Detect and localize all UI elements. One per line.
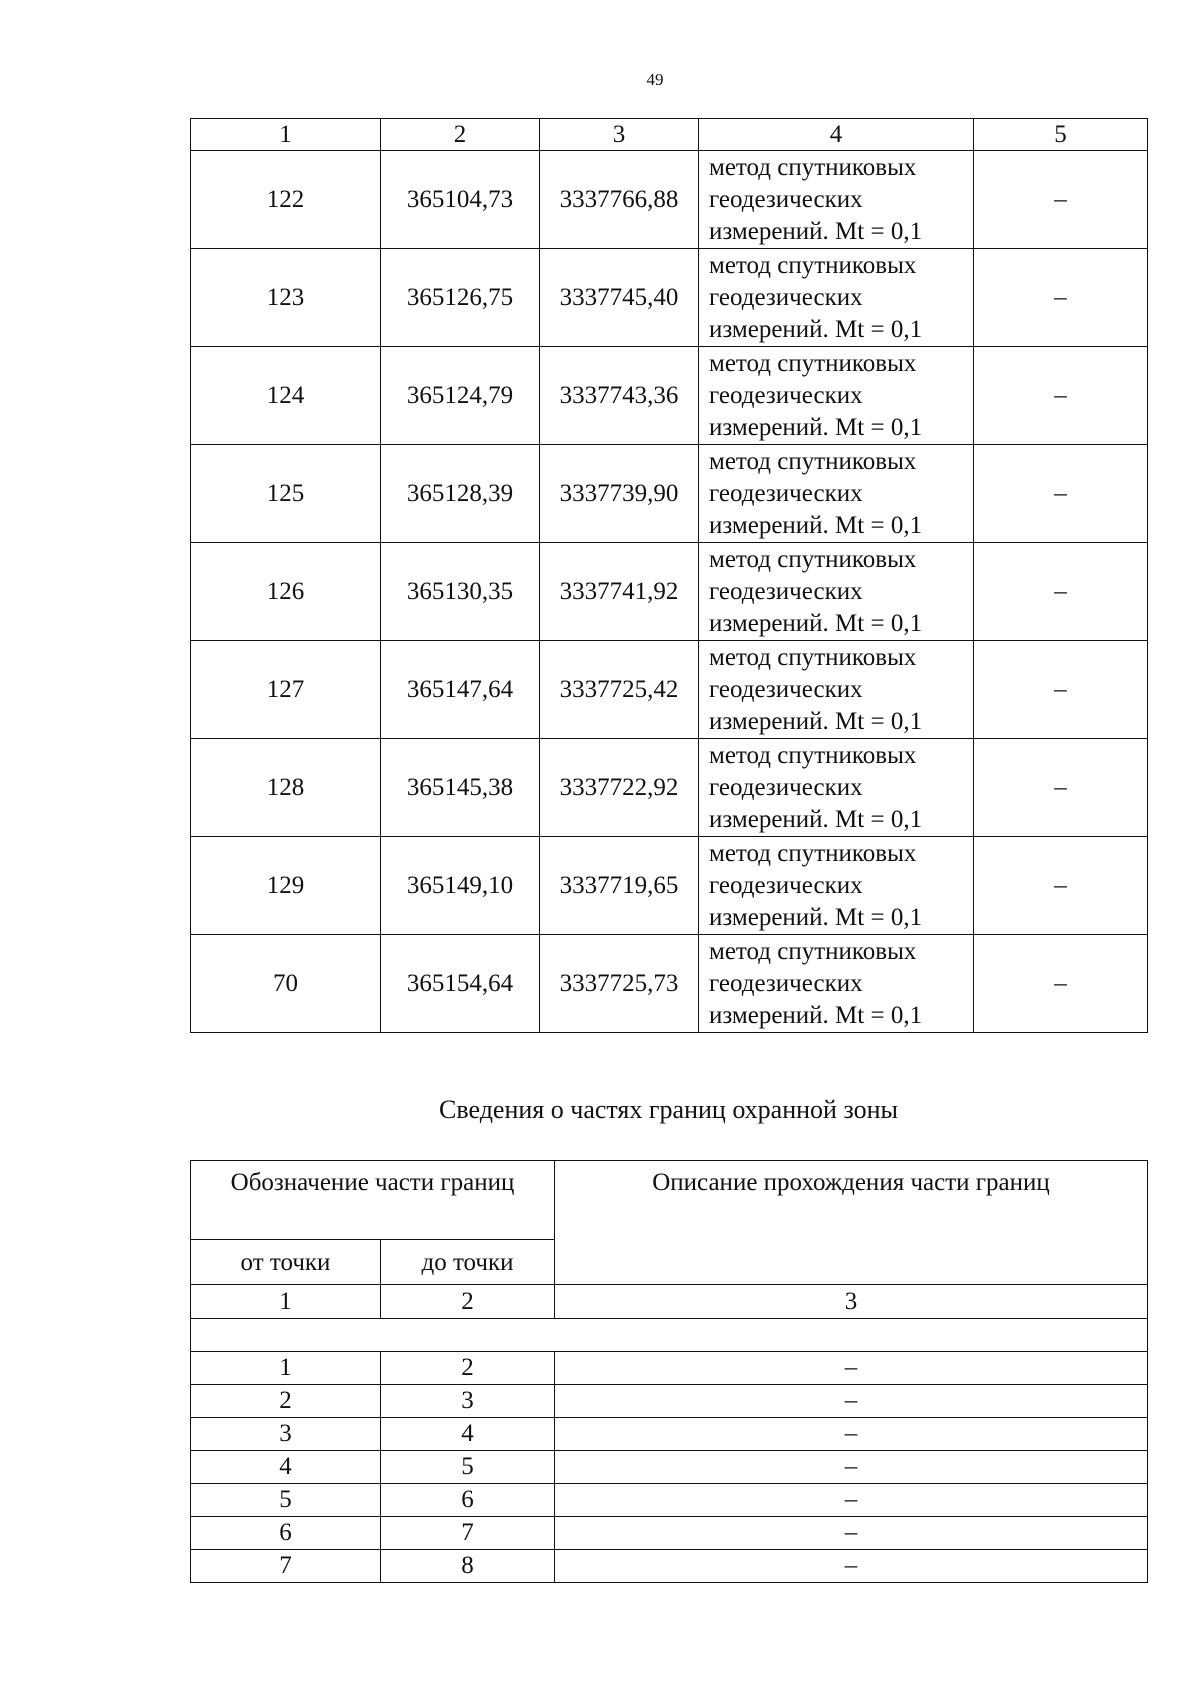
method-line: метод спутниковых <box>709 545 917 573</box>
note-cell: – <box>974 151 1148 249</box>
method-line: измерений. Mt = 0,1 <box>709 903 923 931</box>
description-cell: – <box>555 1550 1148 1583</box>
designation-header: Обозначение части границ <box>191 1161 555 1240</box>
column-number-row <box>191 1285 1148 1319</box>
column-number: 2 <box>381 1285 555 1319</box>
from-point-cell: 7 <box>191 1550 381 1583</box>
point-cell: 122 <box>191 151 381 249</box>
method-line: метод спутниковых <box>709 153 917 181</box>
method-line: геодезических <box>709 871 863 899</box>
point-cell: 128 <box>191 739 381 837</box>
method-line: геодезических <box>709 675 863 703</box>
to-point-cell: 6 <box>381 1484 555 1517</box>
method-line: измерений. Mt = 0,1 <box>709 413 923 441</box>
method-line: измерений. Mt = 0,1 <box>709 609 923 637</box>
table-row <box>191 1550 1148 1583</box>
description-cell: – <box>555 1385 1148 1418</box>
column-number: 3 <box>555 1285 1148 1319</box>
method-line: метод спутниковых <box>709 251 917 279</box>
note-cell: – <box>974 837 1148 935</box>
from-point-header: от точки <box>191 1240 381 1285</box>
boundary-parts-table <box>190 1284 1148 1583</box>
note-cell: – <box>974 641 1148 739</box>
method-cell <box>699 641 974 739</box>
method-line: геодезических <box>709 283 863 311</box>
note-cell: – <box>974 347 1148 445</box>
empty-row <box>191 1319 1148 1352</box>
from-point-cell: 5 <box>191 1484 381 1517</box>
method-line: геодезических <box>709 577 863 605</box>
table-row <box>191 1517 1148 1550</box>
x-coordinate-cell: 365147,64 <box>381 641 540 739</box>
table-row <box>191 1385 1148 1418</box>
note-cell: – <box>974 935 1148 1033</box>
to-point-cell: 3 <box>381 1385 555 1418</box>
method-cell <box>699 151 974 249</box>
column-header: 2 <box>381 119 540 151</box>
y-coordinate-cell: 3337741,92 <box>540 543 699 641</box>
y-coordinate-cell: 3337719,65 <box>540 837 699 935</box>
table-row <box>191 739 1148 837</box>
y-coordinate-cell: 3337739,90 <box>540 445 699 543</box>
to-point-cell: 8 <box>381 1550 555 1583</box>
description-cell: – <box>555 1451 1148 1484</box>
method-cell <box>699 739 974 837</box>
from-point-cell: 2 <box>191 1385 381 1418</box>
method-line: геодезических <box>709 773 863 801</box>
column-header: 3 <box>540 119 699 151</box>
method-cell <box>699 347 974 445</box>
page-number: 49 <box>646 70 664 89</box>
coordinates-table <box>190 118 1148 1033</box>
method-line: метод спутниковых <box>709 839 917 867</box>
method-line: измерений. Mt = 0,1 <box>709 315 923 343</box>
y-coordinate-cell: 3337766,88 <box>540 151 699 249</box>
from-point-cell: 3 <box>191 1418 381 1451</box>
method-cell <box>699 445 974 543</box>
table-header-row <box>191 119 1148 151</box>
method-line: метод спутниковых <box>709 643 917 671</box>
method-line: метод спутниковых <box>709 937 917 965</box>
method-line: метод спутниковых <box>709 447 917 475</box>
section-title: Сведения о частях границ охранной зоны <box>439 1095 898 1124</box>
note-cell: – <box>974 445 1148 543</box>
note-cell: – <box>974 739 1148 837</box>
y-coordinate-cell: 3337722,92 <box>540 739 699 837</box>
method-line: метод спутниковых <box>709 741 917 769</box>
point-cell: 124 <box>191 347 381 445</box>
from-point-cell: 4 <box>191 1451 381 1484</box>
method-cell <box>699 543 974 641</box>
point-cell: 125 <box>191 445 381 543</box>
method-cell <box>699 249 974 347</box>
from-point-cell: 6 <box>191 1517 381 1550</box>
table-row <box>191 935 1148 1033</box>
method-line: измерений. Mt = 0,1 <box>709 707 923 735</box>
column-number: 1 <box>191 1285 381 1319</box>
method-cell <box>699 935 974 1033</box>
description-cell: – <box>555 1484 1148 1517</box>
y-coordinate-cell: 3337743,36 <box>540 347 699 445</box>
method-line: измерений. Mt = 0,1 <box>709 217 923 245</box>
empty-cell <box>191 1319 1148 1352</box>
method-line: метод спутниковых <box>709 349 917 377</box>
method-line: геодезических <box>709 479 863 507</box>
note-cell: – <box>974 543 1148 641</box>
table-row <box>191 641 1148 739</box>
point-cell: 70 <box>191 935 381 1033</box>
point-cell: 129 <box>191 837 381 935</box>
to-point-cell: 7 <box>381 1517 555 1550</box>
to-point-cell: 2 <box>381 1352 555 1385</box>
table-row <box>191 1352 1148 1385</box>
y-coordinate-cell: 3337745,40 <box>540 249 699 347</box>
table-row <box>191 543 1148 641</box>
method-line: измерений. Mt = 0,1 <box>709 511 923 539</box>
table-row <box>191 1451 1148 1484</box>
y-coordinate-cell: 3337725,42 <box>540 641 699 739</box>
x-coordinate-cell: 365149,10 <box>381 837 540 935</box>
column-header: 5 <box>974 119 1148 151</box>
method-line: измерений. Mt = 0,1 <box>709 805 923 833</box>
method-cell <box>699 837 974 935</box>
note-cell: – <box>974 249 1148 347</box>
x-coordinate-cell: 365104,73 <box>381 151 540 249</box>
x-coordinate-cell: 365124,79 <box>381 347 540 445</box>
x-coordinate-cell: 365154,64 <box>381 935 540 1033</box>
to-point-cell: 4 <box>381 1418 555 1451</box>
table-row <box>191 249 1148 347</box>
table-row <box>191 151 1148 249</box>
x-coordinate-cell: 365145,38 <box>381 739 540 837</box>
y-coordinate-cell: 3337725,73 <box>540 935 699 1033</box>
method-line: геодезических <box>709 381 863 409</box>
description-header: Описание прохождения части границ <box>555 1161 1148 1285</box>
column-header: 1 <box>191 119 381 151</box>
boundary-parts-header <box>190 1160 1148 1285</box>
table-row <box>191 1484 1148 1517</box>
point-cell: 127 <box>191 641 381 739</box>
table-row <box>191 445 1148 543</box>
point-cell: 123 <box>191 249 381 347</box>
x-coordinate-cell: 365128,39 <box>381 445 540 543</box>
method-line: геодезических <box>709 969 863 997</box>
method-line: геодезических <box>709 185 863 213</box>
column-header: 4 <box>699 119 974 151</box>
description-cell: – <box>555 1352 1148 1385</box>
to-point-cell: 5 <box>381 1451 555 1484</box>
table-row <box>191 347 1148 445</box>
x-coordinate-cell: 365126,75 <box>381 249 540 347</box>
description-cell: – <box>555 1418 1148 1451</box>
to-point-header: до точки <box>381 1240 555 1285</box>
description-cell: – <box>555 1517 1148 1550</box>
x-coordinate-cell: 365130,35 <box>381 543 540 641</box>
table-row <box>191 837 1148 935</box>
from-point-cell: 1 <box>191 1352 381 1385</box>
table-row <box>191 1418 1148 1451</box>
method-line: измерений. Mt = 0,1 <box>709 1001 923 1029</box>
point-cell: 126 <box>191 543 381 641</box>
